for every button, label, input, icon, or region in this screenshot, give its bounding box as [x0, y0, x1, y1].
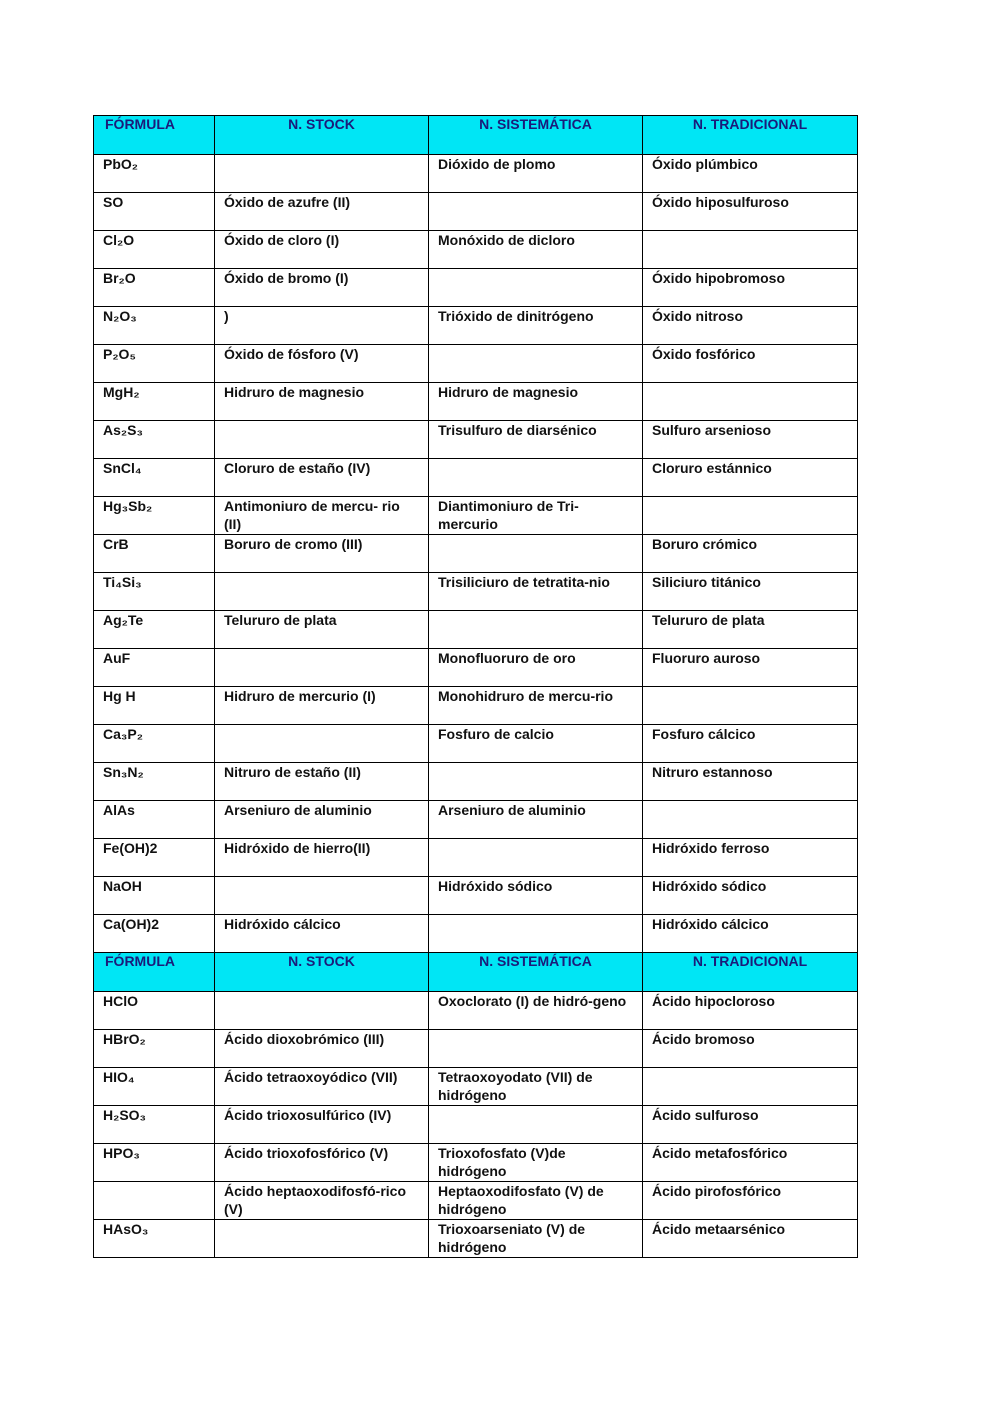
table-row — [94, 231, 858, 269]
tradicional-cell: Ácido hipocloroso — [643, 992, 858, 1030]
stock-cell — [215, 725, 429, 763]
tradicional-cell: Ácido metaarsénico — [643, 1220, 858, 1258]
formula-cell: HClO — [94, 992, 215, 1030]
stock-cell — [215, 649, 429, 687]
formula-cell: As₂S₃ — [94, 421, 215, 459]
stock-cell: Hidróxido de hierro(II) — [215, 839, 429, 877]
sistematica-cell — [429, 1030, 643, 1068]
sistematica-cell: Arseniuro de aluminio — [429, 801, 643, 839]
stock-cell: ) — [215, 307, 429, 345]
table-row — [94, 649, 858, 687]
stock-cell: Antimoniuro de mercu- rio (II) — [215, 497, 429, 535]
tradicional-cell: Siliciuro titánico — [643, 573, 858, 611]
tradicional-cell: Hidróxido ferroso — [643, 839, 858, 877]
formula-cell: P₂O₅ — [94, 345, 215, 383]
table-row — [94, 877, 858, 915]
stock-cell — [215, 1220, 429, 1258]
formula-cell: PbO₂ — [94, 155, 215, 193]
header-sistematica: N. SISTEMÁTICA — [429, 116, 643, 155]
sistematica-cell: Monohidruro de mercu-rio — [429, 687, 643, 725]
stock-cell — [215, 421, 429, 459]
sistematica-cell — [429, 535, 643, 573]
header-formula: FÓRMULA — [94, 116, 215, 155]
tradicional-cell: Fosfuro cálcico — [643, 725, 858, 763]
sistematica-cell — [429, 269, 643, 307]
formula-cell: HBrO₂ — [94, 1030, 215, 1068]
tradicional-cell: Hidróxido sódico — [643, 877, 858, 915]
table-row — [94, 535, 858, 573]
formula-cell: Sn₃N₂ — [94, 763, 215, 801]
header-sistematica: N. SISTEMÁTICA — [429, 953, 643, 992]
stock-cell: Ácido trioxofosfórico (V) — [215, 1144, 429, 1182]
stock-cell — [215, 877, 429, 915]
formula-cell: N₂O₃ — [94, 307, 215, 345]
formula-cell: HAsO₃ — [94, 1220, 215, 1258]
tradicional-cell: Cloruro estánnico — [643, 459, 858, 497]
nomenclature-sheet — [93, 115, 857, 1258]
table-row — [94, 155, 858, 193]
formula-cell: Cl₂O — [94, 231, 215, 269]
table-row — [94, 763, 858, 801]
stock-cell: Hidróxido cálcico — [215, 915, 429, 953]
table-row — [94, 1030, 858, 1068]
sistematica-cell: Dióxido de plomo — [429, 155, 643, 193]
sistematica-cell — [429, 915, 643, 953]
sistematica-cell: Hidruro de magnesio — [429, 383, 643, 421]
stock-cell — [215, 573, 429, 611]
tradicional-cell: Óxido nitroso — [643, 307, 858, 345]
table-row — [94, 725, 858, 763]
formula-cell: Hg₃Sb₂ — [94, 497, 215, 535]
tradicional-cell — [643, 497, 858, 535]
tradicional-cell — [643, 687, 858, 725]
tradicional-cell: Óxido fosfórico — [643, 345, 858, 383]
sistematica-cell: Tetraoxoyodato (VII) de hidrógeno — [429, 1068, 643, 1106]
table-row — [94, 1106, 858, 1144]
table-row — [94, 611, 858, 649]
header-stock: N. STOCK — [215, 953, 429, 992]
formula-cell: Hg H — [94, 687, 215, 725]
sistematica-cell: Trioxoarseniato (V) de hidrógeno — [429, 1220, 643, 1258]
tradicional-cell: Óxido hiposulfuroso — [643, 193, 858, 231]
table-row — [94, 1144, 858, 1182]
tradicional-cell: Ácido bromoso — [643, 1030, 858, 1068]
stock-cell: Telururo de plata — [215, 611, 429, 649]
stock-cell: Cloruro de estaño (IV) — [215, 459, 429, 497]
tradicional-cell: Nitruro estannoso — [643, 763, 858, 801]
formula-cell — [94, 1182, 215, 1220]
table-row — [94, 497, 858, 535]
header-tradicional: N. TRADICIONAL — [643, 953, 858, 992]
table-row — [94, 345, 858, 383]
table-row — [94, 383, 858, 421]
tradicional-cell: Óxido hipobromoso — [643, 269, 858, 307]
sistematica-cell: Heptaoxodifosfato (V) de hidrógeno — [429, 1182, 643, 1220]
formula-cell: CrB — [94, 535, 215, 573]
formula-cell: Ag₂Te — [94, 611, 215, 649]
stock-cell: Arseniuro de aluminio — [215, 801, 429, 839]
table-row — [94, 992, 858, 1030]
sistematica-cell: Monóxido de dicloro — [429, 231, 643, 269]
formula-cell: AuF — [94, 649, 215, 687]
stock-cell: Ácido tetraoxoyódico (VII) — [215, 1068, 429, 1106]
tradicional-cell — [643, 801, 858, 839]
stock-cell: Óxido de bromo (I) — [215, 269, 429, 307]
formula-cell: SO — [94, 193, 215, 231]
sistematica-cell — [429, 763, 643, 801]
tradicional-cell: Hidróxido cálcico — [643, 915, 858, 953]
sistematica-cell: Trioxofosfato (V)de hidrógeno — [429, 1144, 643, 1182]
table-row — [94, 307, 858, 345]
tradicional-cell — [643, 231, 858, 269]
table-row — [94, 1182, 858, 1220]
sistematica-cell — [429, 1106, 643, 1144]
tradicional-cell: Telururo de plata — [643, 611, 858, 649]
stock-cell: Nitruro de estaño (II) — [215, 763, 429, 801]
stock-cell: Óxido de fósforo (V) — [215, 345, 429, 383]
sistematica-cell — [429, 839, 643, 877]
header-formula: FÓRMULA — [94, 953, 215, 992]
header-stock: N. STOCK — [215, 116, 429, 155]
header-row-2 — [94, 953, 858, 992]
tradicional-cell: Ácido pirofosfórico — [643, 1182, 858, 1220]
sistematica-cell — [429, 611, 643, 649]
header-row-1 — [94, 116, 858, 155]
sistematica-cell: Hidróxido sódico — [429, 877, 643, 915]
formula-cell: H₂SO₃ — [94, 1106, 215, 1144]
tradicional-cell: Ácido metafosfórico — [643, 1144, 858, 1182]
sistematica-cell: Fosfuro de calcio — [429, 725, 643, 763]
stock-cell — [215, 155, 429, 193]
sistematica-cell: Diantimoniuro de Tri-mercurio — [429, 497, 643, 535]
stock-cell: Ácido trioxosulfúrico (IV) — [215, 1106, 429, 1144]
stock-cell: Ácido dioxobrómico (III) — [215, 1030, 429, 1068]
stock-cell: Hidruro de mercurio (I) — [215, 687, 429, 725]
formula-cell: MgH₂ — [94, 383, 215, 421]
stock-cell — [215, 992, 429, 1030]
formula-cell: Ti₄Si₃ — [94, 573, 215, 611]
formula-cell: AlAs — [94, 801, 215, 839]
tradicional-cell: Ácido sulfuroso — [643, 1106, 858, 1144]
formula-cell: NaOH — [94, 877, 215, 915]
formula-cell: HIO₄ — [94, 1068, 215, 1106]
nomenclature-table — [93, 115, 858, 1258]
formula-cell: Br₂O — [94, 269, 215, 307]
table-row — [94, 687, 858, 725]
stock-cell: Boruro de cromo (III) — [215, 535, 429, 573]
sistematica-cell — [429, 345, 643, 383]
tradicional-cell: Óxido plúmbico — [643, 155, 858, 193]
sistematica-cell — [429, 193, 643, 231]
table-row — [94, 193, 858, 231]
stock-cell: Óxido de cloro (I) — [215, 231, 429, 269]
formula-cell: Ca₃P₂ — [94, 725, 215, 763]
tradicional-cell: Fluoruro auroso — [643, 649, 858, 687]
table-row — [94, 421, 858, 459]
sistematica-cell — [429, 459, 643, 497]
table-row — [94, 839, 858, 877]
formula-cell: Ca(OH)2 — [94, 915, 215, 953]
table-row — [94, 459, 858, 497]
header-tradicional: N. TRADICIONAL — [643, 116, 858, 155]
stock-cell: Óxido de azufre (II) — [215, 193, 429, 231]
table-row — [94, 573, 858, 611]
tradicional-cell — [643, 1068, 858, 1106]
tradicional-cell: Sulfuro arsenioso — [643, 421, 858, 459]
table-row — [94, 1220, 858, 1258]
table-row — [94, 1068, 858, 1106]
formula-cell: Fe(OH)2 — [94, 839, 215, 877]
sistematica-cell: Trióxido de dinitrógeno — [429, 307, 643, 345]
formula-cell: SnCl₄ — [94, 459, 215, 497]
tradicional-cell — [643, 383, 858, 421]
table-row — [94, 269, 858, 307]
tradicional-cell: Boruro crómico — [643, 535, 858, 573]
stock-cell: Hidruro de magnesio — [215, 383, 429, 421]
sistematica-cell: Monofluoruro de oro — [429, 649, 643, 687]
formula-cell: HPO₃ — [94, 1144, 215, 1182]
stock-cell: Ácido heptaoxodifosfó-rico (V) — [215, 1182, 429, 1220]
sistematica-cell: Trisulfuro de diarsénico — [429, 421, 643, 459]
table-row — [94, 801, 858, 839]
sistematica-cell: Oxoclorato (I) de hidró-geno — [429, 992, 643, 1030]
sistematica-cell: Trisiliciuro de tetratita-nio — [429, 573, 643, 611]
table-row — [94, 915, 858, 953]
